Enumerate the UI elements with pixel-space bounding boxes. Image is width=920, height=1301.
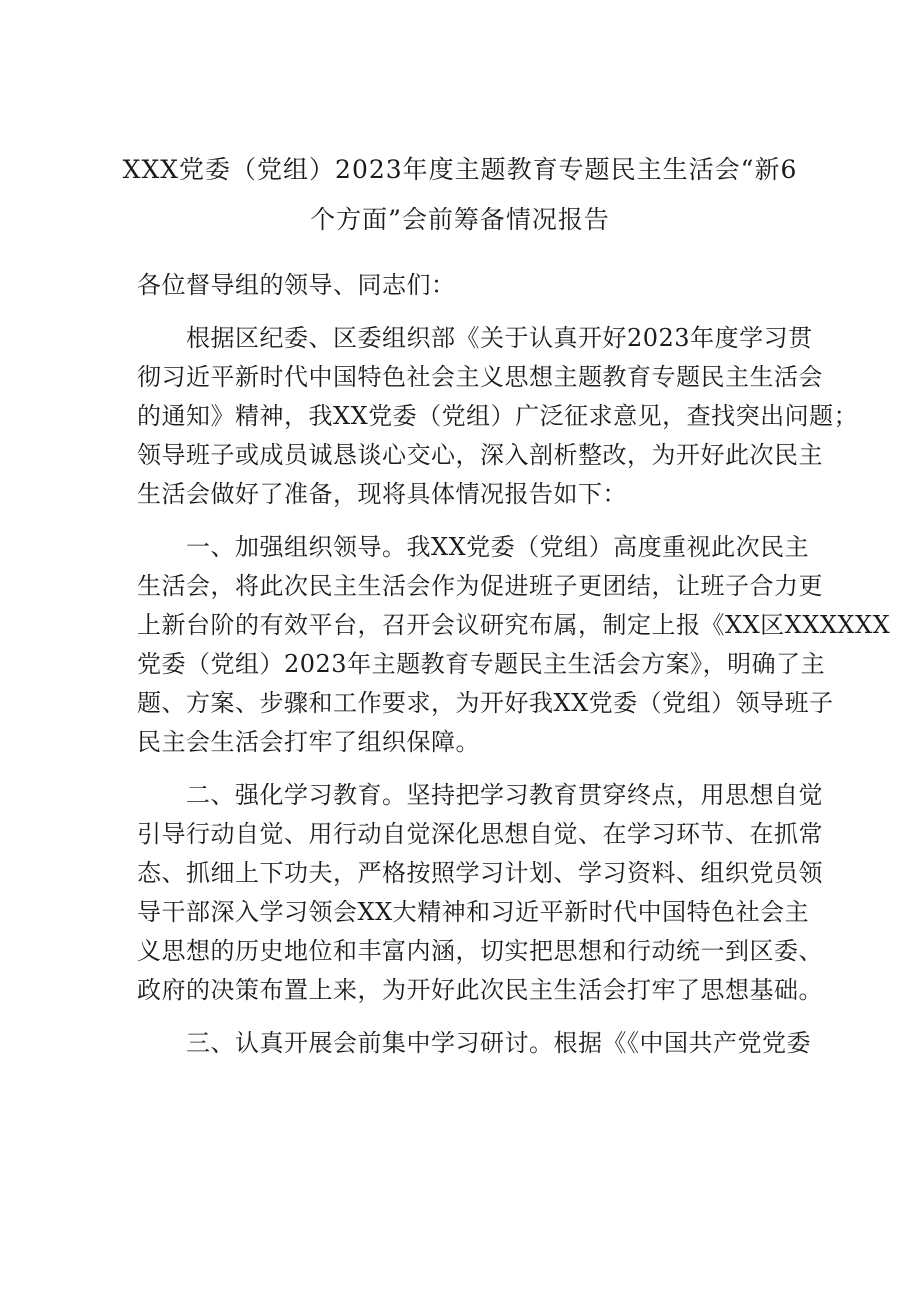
body-line: 根据区纪委、区委组织部《关于认真开好2023年度学习贯 bbox=[137, 324, 813, 352]
body-line: 态、抓细上下功夫，严格按照学习计划、学习资料、组织党员领 bbox=[137, 859, 823, 887]
document-title-line-1: XXX党委（党组）2023年度主题教育专题民主生活会“新6 bbox=[122, 155, 798, 184]
body-line: 三、认真开展会前集中学习研讨。根据《《中国共产党党委 bbox=[137, 1029, 811, 1057]
body-line: 一、加强组织领导。我XX党委（党组）高度重视此次民主 bbox=[137, 533, 810, 561]
salutation: 各位督导组的领导、同志们： bbox=[137, 271, 456, 299]
body-line: 生活会做好了准备，现将具体情况报告如下： bbox=[137, 480, 627, 508]
body-line: 党委（党组）2023年主题教育专题民主生活会方案》，明确了主 bbox=[137, 650, 826, 678]
body-line: 上新台阶的有效平台，召开会议研究布属，制定上报《XX区XXXXXX bbox=[137, 611, 891, 639]
body-line: 二、强化学习教育。坚持把学习教育贯穿终点，用思想自觉 bbox=[137, 781, 823, 809]
body-line: 生活会，将此次民主生活会作为促进班子更团结，让班子合力更 bbox=[137, 572, 823, 600]
body-line: 领导班子或成员诚恳谈心交心，深入剖析整改，为开好此次民主 bbox=[137, 441, 823, 469]
body-line: 彻习近平新时代中国特色社会主义思想主题教育专题民主生活会 bbox=[137, 363, 823, 391]
body-line: 题、方案、步骤和工作要求，为开好我XX党委（党组）领导班子 bbox=[137, 689, 834, 717]
body-line: 的通知》精神，我XX党委（党组）广泛征求意见，查找突出问题； bbox=[137, 402, 859, 430]
body-line: 义思想的历史地位和丰富内涵，切实把思想和行动统一到区委、 bbox=[137, 937, 823, 965]
body-line: 政府的决策布置上来，为开好此次民主生活会打牢了思想基础。 bbox=[137, 976, 823, 1004]
document-title-line-2: 个方面”会前筹备情况报告 bbox=[310, 205, 610, 234]
body-line: 导干部深入学习领会XX大精神和习近平新时代中国特色社会主 bbox=[137, 898, 810, 926]
body-line: 引导行动自觉、用行动自觉深化思想自觉、在学习环节、在抓常 bbox=[137, 820, 823, 848]
body-line: 民主会生活会打牢了组织保障。 bbox=[137, 728, 480, 756]
